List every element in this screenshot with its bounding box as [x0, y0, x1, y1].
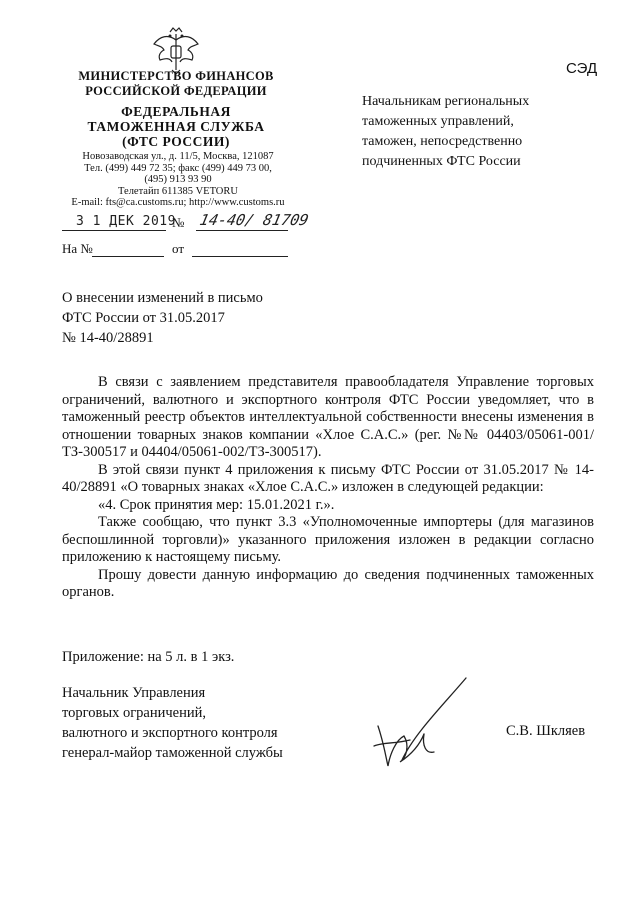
signer-title-line: валютного и экспортного контроля [62, 725, 278, 741]
address: Новозаводская ул., д. 11/5, Москва, 121087 [82, 151, 274, 162]
body-paragraph: «4. Срок принятия мер: 15.01.2021 г.». [98, 496, 335, 513]
service-line-2: ТАМОЖЕННАЯ СЛУЖБА [87, 119, 265, 134]
from-label: от [172, 241, 185, 256]
ministry-line-2: РОССИЙСКОЙ ФЕДЕРАЦИИ [85, 84, 267, 98]
body-paragraph: В связи с заявлением представителя правообладателя Управление торговых ограничений, валютного и экспортного контроля ФТС России уведомляет, что в таможенный реестр объектов интеллектуальной собственности внесены изменения в отношении товарных знаков компании «Хлое С.А.С.» (рег. №№ 04403/05061-001/ТЗ-300517 и 04404/05061-002/ТЗ-300517). [62, 374, 594, 460]
service-heading [50, 104, 302, 149]
number-underline [196, 230, 288, 231]
letter-subject [62, 288, 302, 348]
signer-title-line: генерал-майор таможенной службы [62, 745, 283, 761]
addressee-block [362, 92, 592, 172]
addressee-line: подчиненных ФТС России [362, 154, 521, 169]
addressee-line: Начальникам региональных [362, 94, 530, 109]
addressee-line: таможен, непосредственно [362, 134, 523, 149]
date-stamp: 3 1 ДЕК 2019 [76, 214, 176, 229]
letterhead-contacts [58, 151, 298, 209]
teletype: Телетайп 611385 VETORU [118, 185, 238, 197]
signer-title-line: торговых ограничений, [62, 705, 206, 721]
ministry-heading [50, 69, 302, 99]
subject-line: ФТС России от 31.05.2017 [62, 310, 225, 326]
from-underline [192, 256, 288, 257]
subject-line: О внесении изменений в письмо [62, 290, 263, 306]
signer-name: С.В. Шкляев [506, 723, 586, 739]
outgoing-number: 14-40/ 81709 [198, 211, 311, 229]
signer-title-line: Начальник Управления [62, 685, 206, 701]
body-paragraph: Прошу довести данную информацию до сведения подчиненных таможенных органов. [62, 566, 594, 600]
reference-underline [92, 256, 164, 257]
handwritten-signature [364, 674, 474, 774]
date-underline [62, 230, 166, 231]
body-paragraph: Также сообщаю, что пункт 3.3 «Уполномоченные импортеры (для магазинов беспошлинной торговли)» указанного приложения изложен в редакции согласно приложению к настоящему письму. [62, 514, 594, 565]
sed-mark: СЭД [566, 60, 598, 77]
phone-fax: Тел. (499) 449 72 35; факс (499) 449 73 00, [84, 162, 272, 174]
addressee-line: таможенных управлений, [362, 114, 514, 129]
body-paragraph: В этой связи пункт 4 приложения к письму ФТС России от 31.05.2017 № 14-40/28891 «О товарных знаках «Хлое С.А.С.» изложен в следующей редакции: [62, 461, 594, 495]
signer-title [62, 683, 322, 763]
email-web: E-mail: fts@ca.customs.ru; http://www.customs.ru [71, 197, 285, 208]
attachment-note: Приложение: на 5 л. в 1 экз. [62, 649, 235, 665]
fax-second: (495) 913 93 90 [144, 174, 212, 185]
number-label: № [172, 215, 185, 230]
service-line-1: ФЕДЕРАЛЬНАЯ [121, 104, 231, 119]
subject-line: № 14-40/28891 [62, 330, 154, 346]
letter-body [62, 374, 594, 602]
reference-label: На № [62, 241, 93, 256]
ministry-line-1: МИНИСТЕРСТВО ФИНАНСОВ [78, 69, 274, 83]
service-line-3: (ФТС РОССИИ) [122, 134, 230, 149]
